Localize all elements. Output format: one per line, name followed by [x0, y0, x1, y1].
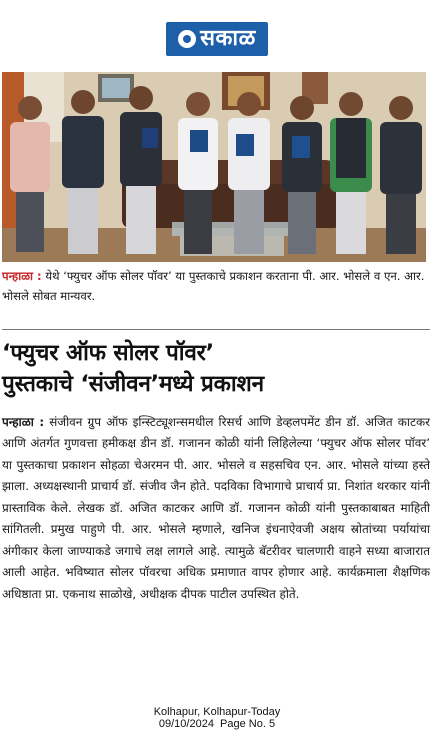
sun-emblem-icon — [178, 30, 196, 48]
headline — [2, 338, 432, 400]
headline-line-2: पुस्तकाचे ‘संजीवन’मध्ये प्रकाशन — [2, 371, 264, 397]
caption-dateline: पन्हाळा : — [2, 269, 42, 283]
edition-label: Kolhapur, Kolhapur-Today — [153, 706, 281, 718]
date-page-label: 09/10/2024 Page No. 5 — [158, 718, 276, 730]
divider — [2, 329, 430, 330]
page-footer — [0, 706, 434, 730]
caption-text: येथे ‘फ्युचर ऑफ सोलर पॉवर’ या पुस्तकाचे प्रकाशन करताना पी. आर. भोसले व एन. आर. भोसले सोबत मान्यवर. — [2, 269, 425, 303]
article-text: संजीवन ग्रुप ऑफ इन्स्टिट्यूशन्समधील रिसर्च आणि डेव्हलपमेंट डीन डॉ. अजित काटकर आणि अंतर्गत गुणवत्ता हमीकक्ष डीन डॉ. गजानन कोळी यांनी लिहिलेल्या ‘फ्युचर ऑफ सोलर पॉवर’ या पुस्तकाचा प्रकाशन सोहळा चेअरमन पी. आर. भोसले व सहसचिव एन. आर. भोसले यांच्या हस्ते झाला. अध्यक्षस्थानी प्राचार्य डॉ. संजीव जैन होते. पदविका विभागाचे प्राचार्य प्रा. निशांत थरकार यांनी प्रास्ताविक केले. लेखक डॉ. अजित काटकर आणि डॉ. गजानन कोळी यांनी पुस्तकाबाबत माहिती सांगितली. प्रमुख पाहुणे पी. आर. भोसले म्हणाले, खनिज इंधनाऐवजी अक्षय स्रोतांच्या पर्यायांचा अंगीकार केला जाण्याकडे जगाचे लक्ष लागले आहे. त्यामुळे बॅटरीवर चालणारी वाहने सध्या बाजारात आली आहेत. भविष्यात सोलर पॉवरचा अधिक प्रमाणात वापर होणार आहे. कार्यक्रमाला शैक्षणिक अधिष्ठाता प्रा. एकनाथ साळोखे, अधीक्षक दीपक पाटील उपस्थित होते. — [2, 415, 430, 601]
newspaper-logo — [166, 22, 268, 56]
article-body — [2, 412, 430, 605]
newspaper-name: सकाळ — [200, 26, 256, 51]
news-photo — [2, 72, 426, 262]
group-photo-illustration — [2, 72, 426, 262]
article-dateline: पन्हाळा : — [2, 415, 45, 429]
headline-line-1: ‘फ्युचर ऑफ सोलर पॉवर’ — [2, 340, 215, 366]
photo-caption — [2, 266, 430, 306]
